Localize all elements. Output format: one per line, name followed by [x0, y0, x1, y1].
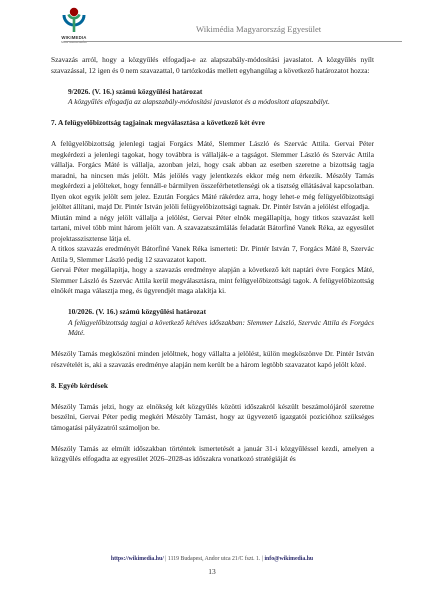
footer-website-link[interactable]: https://wikimedia.hu/ [110, 556, 164, 562]
paragraph-ballot-result: A titkos szavazás eredményét Bátorfiné Vanek Réka ismerteti: Dr. Pintér István 7, Forgács Máté 8, Szervác Attila 9, Slemmer László pedig 12 szavazatot kapott. [51, 244, 374, 264]
section-8-heading: 8. Egyéb kérdések [51, 380, 108, 390]
page-number: 13 [208, 567, 216, 576]
wikimedia-logo [44, 6, 104, 46]
paragraph-other-matters: Mészöly Tamás jelzi, hogy az elnökség két közgyűlés közötti időszakról készült beszámolójáról szeretne beszélni, Gervai Péter pedig megkéri Mészöly Tamást, hogy az ügyvezető igazgatói pozícióhoz szükséges támogatási pályázatról számoljon be. [51, 401, 374, 432]
logo-subtext: MAGYARORSZÁG [61, 40, 87, 44]
paragraph-previous-period: Mészöly Tamás az elmúlt időszakban történtek ismertetését a január 31-i közgyűléssel kezdi, amelyen a közgyűlés elfogadta az egyesület 2026–2028-as időszakra vonatkozó stratégiáját és [51, 443, 374, 463]
logo-text: WIKIMEDIA [61, 35, 87, 40]
section-7-heading: 7. A felügyelőbizottság tagjainak megválasztása a következő két évre [51, 118, 265, 127]
resolution-10-title: 10/2026. (V. 16.) számú közgyűlési határozat [68, 307, 207, 316]
header-title: Wikimédia Magyarország Egyesület [196, 24, 322, 34]
paragraph-thanks: Mészöly Tamás megköszöni minden jelöltnek, hogy vállalta a jelölést, külön megköszönve Dr. Pintér István részvételét is, aki a szavazás eredménye alapján nem került be a három legtöbb szavazatot kapó jelölt közé. [51, 349, 374, 369]
footer-email-link[interactable]: info@wikimedia.hu [264, 556, 314, 562]
page-header [0, 0, 424, 52]
paragraph-supervisory-board-members: A felügyelőbizottság jelenlegi tagjai Forgács Máté, Slemmer László és Szervác Attila. Gervai Péter megkérdezi a jelenlegi tagokat, hogy továbbra is vállalják-e a tagságot. Slemmer László és Szervác Attila vállalja. Forgács Máté is vállalja, azonban jelzi, hogy csak abban az esetben szeretne a bizottság tagja maradni, ha nincsen más jelölt. Más jelölés vagy jelentkezés ekkor még nem érkezik. Mészöly Tamás megkérdezi a jelölteket, hogy fennáll-e bármilyen összeférhetetlenségi ok a tisztség ellátásával kapcsolatban. Ilyen okot egyik jelölt sem jelez. Ezután Forgács Máté rákérdez arra, hogy lehet-e még felügyelőbizottsági jelöltet állítani, majd Dr. Pintér István jelöli felügyelőbizottsági tagnak. Dr. Pintér István a jelölést elfogadja. [51, 139, 374, 211]
wikimedia-logo-icon [61, 6, 87, 34]
paragraph-secret-ballot: Miután mind a négy jelölt vállalja a jelölést, Gervai Péter elnök megállapítja, hogy titkos szavazást kell tartani, mivel több mint három jelölt van. A szavazatszámlálás feladatát Bátorfiné Vanek Réka, az egyesület projektasszisztense látja el. [51, 212, 374, 243]
page-footer [0, 556, 424, 562]
resolution-9-text: A közgyűlés elfogadja az alapszabály-módosítási javaslatot és a módosított alapszabályt. [68, 97, 330, 106]
paragraph-elected-members: Gervai Péter megállapítja, hogy a szavazás eredménye alapján a következő két naptári évre Forgács Máté, Slemmer László és Szervác Attila kerül megválasztásra, mint felügyelőbizottsági tagok. A felügyelőbizottság elnökét maga választja meg, és ügyrendjét maga alakítja ki. [51, 265, 374, 295]
footer-address: | 1119 Budapest, Andor utca 21/C fszt. 1. | [163, 556, 265, 562]
document-body [51, 55, 374, 465]
header-divider [64, 41, 402, 42]
resolution-10-text: A felügyelőbizottság tagjai a következő kétéves időszakban: Slemmer László, Szervác Attila és Forgács Máté. [68, 317, 374, 337]
resolution-9-title: 9/2026. (V. 16.) számú közgyűlési határozat [68, 86, 203, 96]
paragraph-vote-statute: Szavazás arról, hogy a közgyűlés elfogadja-e az alapszabály-módosítási javaslatot. A közgyűlés nyílt szavazással, 12 igen és 0 nem szavazattal, 0 tartózkodás mellett egyhangúlag a következő határozatot hozza: [51, 55, 374, 75]
